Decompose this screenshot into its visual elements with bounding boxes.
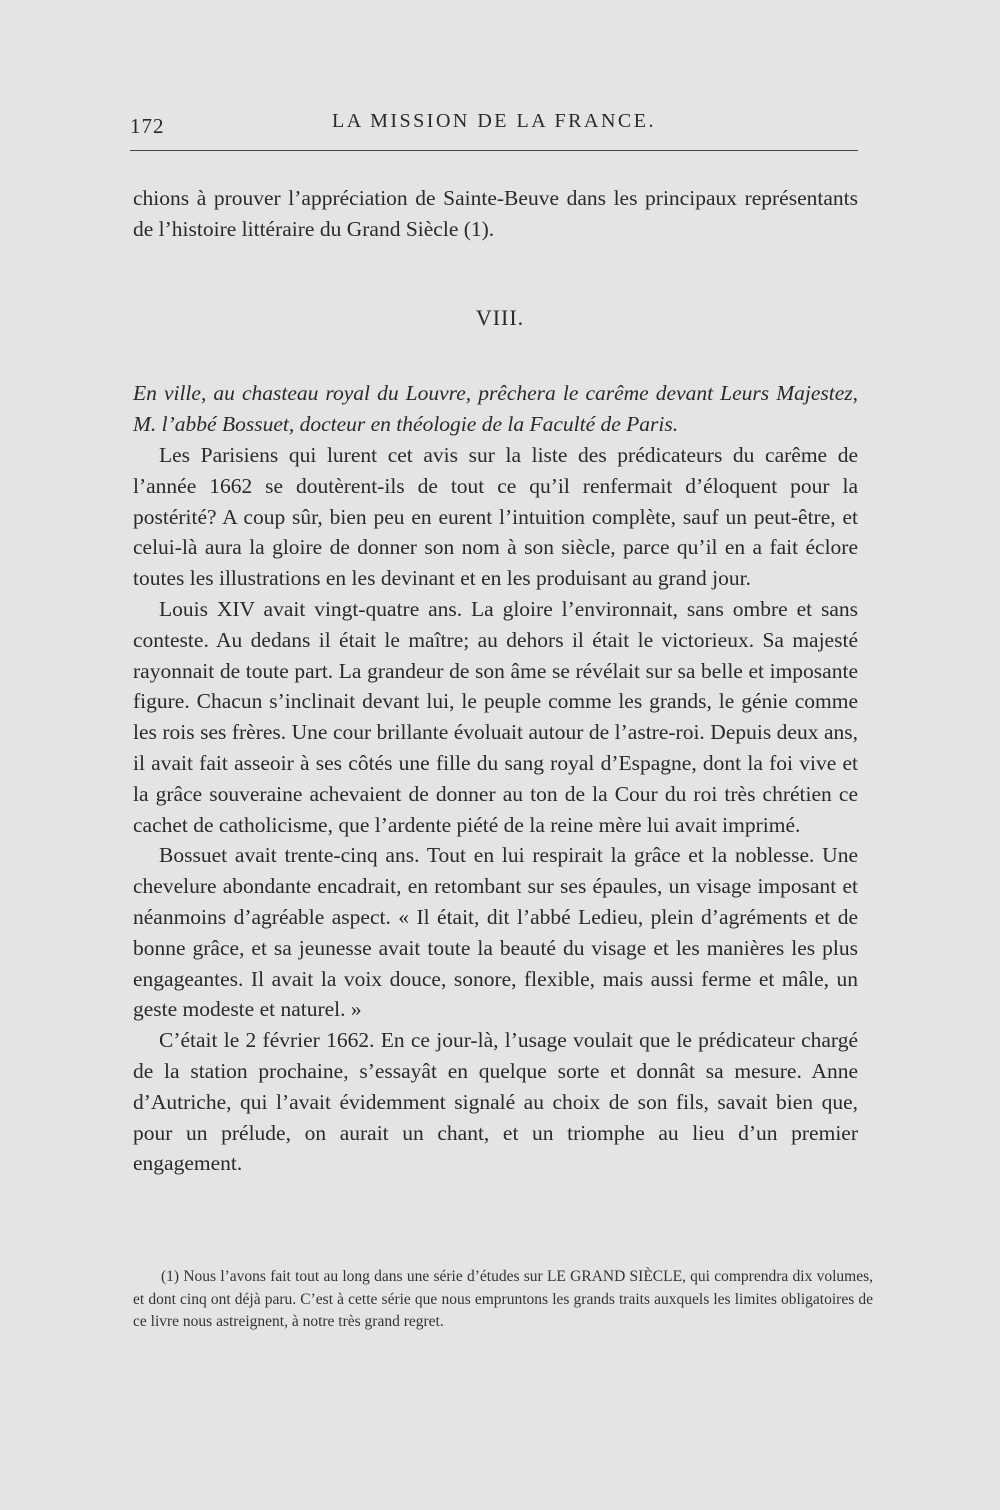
running-title: LA MISSION DE LA FRANCE. [332,110,656,132]
paragraph: C’était le 2 février 1662. En ce jour-là, l’usage voulait que le prédicateur chargé de la station prochaine, s’essayât en quelque sorte et donnât sa mesure. Anne d’Autriche, qui l’avait évidemment signalé au choix de son fils, savait bien que, pour un prélude, on aurait un chant, et un triomphe au lieu d’un premier engagement. [133,1028,858,1176]
footnote [133,1266,873,1334]
intro-paragraph [133,183,858,245]
header-rule [130,150,858,151]
paragraph: Bossuet avait trente-cinq ans. Tout en lui respirait la grâce et la noblesse. Une chevelure abondante encadrait, en retombant sur ses épaules, un visage imposant et néanmoins d’agréable aspect. « Il était, dit l’abbé Ledieu, plein d’agréments et de bonne grâce, et sa jeunesse avait toute la beauté du visage et les manières les plus engageantes. Il avait la voix douce, sonore, flexible, mais aussi ferme et mâle, un geste modeste et naturel. » [133,843,858,1022]
page-number: 172 [130,114,165,138]
section-heading: VIII. [475,305,525,330]
epigraph-text: En ville, au chasteau royal du Louvre, prêchera le carême devant Leurs Majestez, M. l’abbé Bossuet, docteur en théologie de la Faculté de Paris. [133,381,858,436]
epigraph [133,378,858,440]
paragraph: Louis XIV avait vingt-quatre ans. La gloire l’environnait, sans ombre et sans conteste. Au dedans il était le maître; au dehors il était le victorieux. Sa majesté rayonnait de toute part. La grandeur de son âme se révélait sur sa belle et imposante figure. Chacun s’inclinait devant lui, le peuple comme les grands, le génie comme les rois ses frères. Une cour brillante évoluait autour de l’astre-roi. Depuis deux ans, il avait fait asseoir à ses côtés une fille du sang royal d’Espagne, dont la foi vive et la grâce souveraine achevaient de donner au ton de la Cour du roi très chrétien ce cachet de catholicisme, que l’ardente piété de la reine mère lui avait imprimé. [133,596,858,837]
intro-text: chions à prouver l’appréciation de Sainte-Beuve dans les principaux représentants de l’histoire littéraire du Grand Siècle (1). [133,186,858,241]
main-text [133,440,858,1179]
paragraph: Les Parisiens qui lurent cet avis sur la liste des prédicateurs du carême de l’année 1662 se doutèrent-ils de tout ce qu’il renfermait d’éloquent pour la postérité? A coup sûr, bien peu en eurent l’intuition complète, sauf un peut-être, et celui-là aura la gloire de donner son nom à son siècle, parce qu’il en a fait éclore toutes les illustrations en les devinant et en les produisant au grand jour. [133,443,858,591]
footnote-text: (1) Nous l’avons fait tout au long dans une série d’études sur LE GRAND SIÈCLE, qui comprendra dix volumes, et dont cinq ont déjà paru. C’est à cette série que nous empruntons les grands traits auxquels les limites obligatoires de ce livre nous astreignent, à notre très grand regret. [133,1268,873,1330]
page-header [130,108,858,144]
